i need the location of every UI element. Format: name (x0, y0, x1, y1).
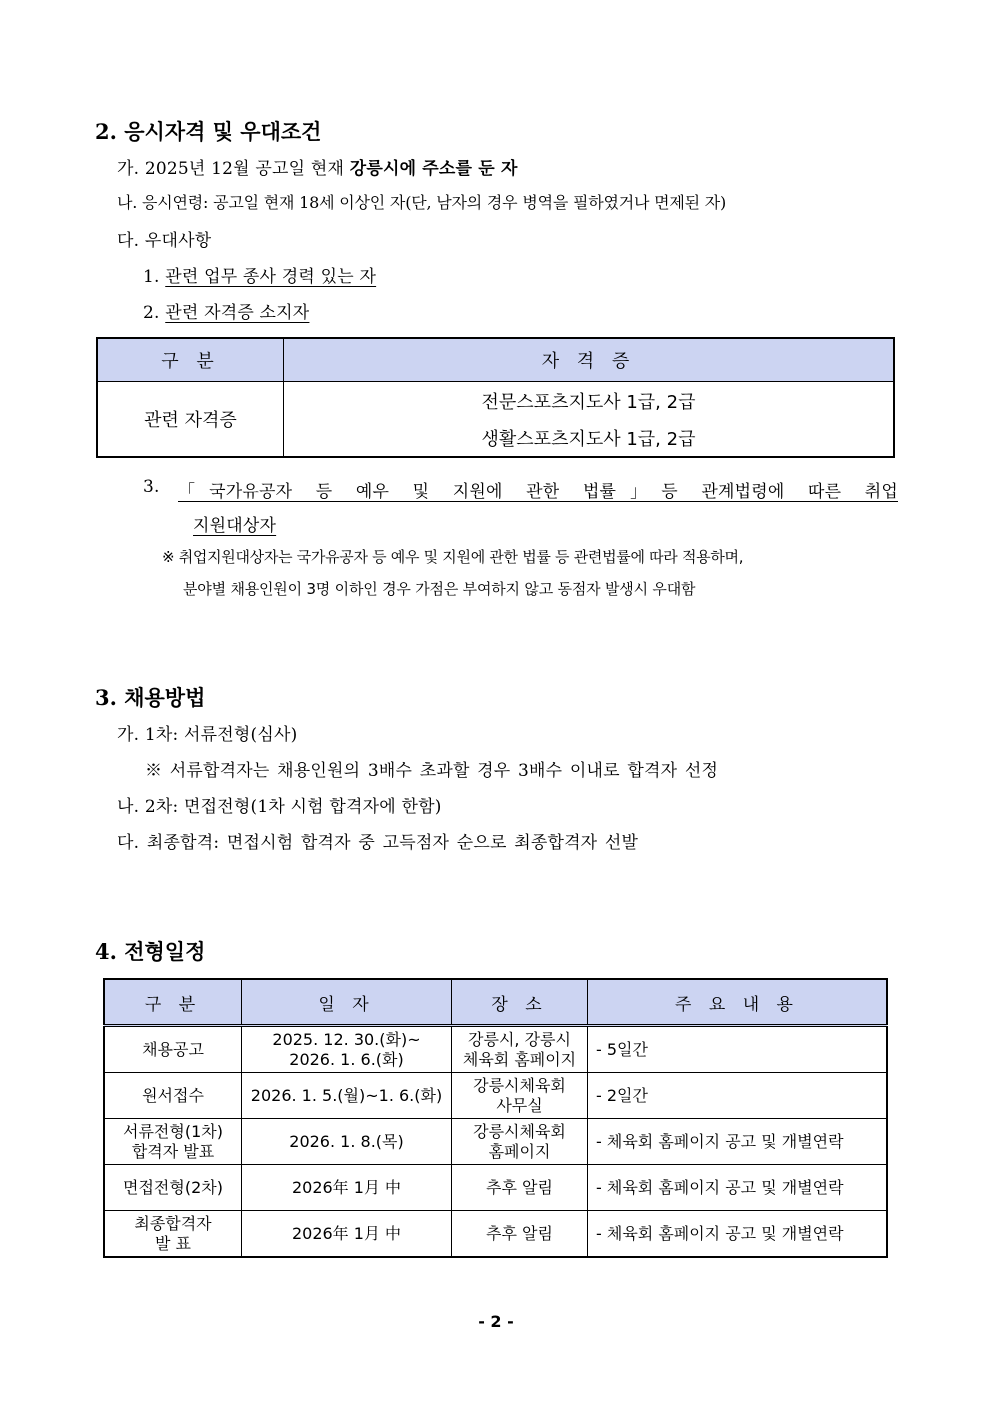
section3-item-a: 가. 1차: 서류전형(심사) (117, 725, 298, 745)
cell-date: 2025. 12. 30.(화)~ 2026. 1. 6.(화) (242, 1026, 452, 1073)
cell-date: 2026. 1. 8.(목) (242, 1119, 452, 1165)
cell-category: 서류전형(1차) 합격자 발표 (104, 1119, 242, 1165)
cell-place: 강릉시, 강릉시 체육회 홈페이지 (452, 1026, 588, 1073)
cell-date: 2026年 1月 中 (242, 1165, 452, 1211)
preference-3-line2: 지원대상자 (193, 516, 277, 536)
section4-heading: 4. 전형일정 (95, 939, 206, 964)
table-row (104, 1165, 887, 1211)
table-row (104, 1026, 887, 1073)
cell-category: 면접전형(2차) (104, 1165, 242, 1211)
section3-item-c: 다. 최종합격: 면접시험 합격자 중 고득점자 순으로 최종합격자 선발 (117, 833, 639, 853)
header-category: 구 분 (97, 338, 284, 382)
header-category: 구 분 (104, 979, 242, 1026)
cell-category: 원서접수 (104, 1073, 242, 1119)
cell-place: 추후 알림 (452, 1165, 588, 1211)
row-label: 관련 자격증 (97, 382, 284, 458)
certificate-item: 생활스포츠지도사 1급, 2급 (284, 419, 895, 457)
cell-content: - 5일간 (588, 1026, 888, 1073)
preference-3-number: 3. (143, 477, 160, 497)
cell-category: 채용공고 (104, 1026, 242, 1073)
section3-heading: 3. 채용방법 (95, 685, 206, 710)
table-header-row (104, 979, 887, 1026)
cell-content: - 체육회 홈페이지 공고 및 개별연락 (588, 1119, 888, 1165)
cell-place: 강릉시체육회 홈페이지 (452, 1119, 588, 1165)
table-row (104, 1073, 887, 1119)
cell-content: - 체육회 홈페이지 공고 및 개별연락 (588, 1165, 888, 1211)
section3-item-b: 나. 2차: 면접전형(1차 시험 합격자에 한함) (117, 797, 442, 817)
header-content: 주 요 내 용 (588, 979, 888, 1026)
page-number: - 2 - (478, 1312, 514, 1331)
header-date: 일 자 (242, 979, 452, 1026)
section3-item-a-note: ※ 서류합격자는 채용인원의 3배수 초과할 경우 3배수 이내로 합격자 선정 (145, 761, 719, 781)
section2-heading: 2. 응시자격 및 우대조건 (95, 119, 322, 144)
table-row (97, 382, 894, 420)
section2-item-b: 나. 응시연령: 공고일 현재 18세 이상인 자(단, 남자의 경우 병역을 필하였거나 면제된 자) (117, 193, 727, 212)
table-row (104, 1119, 887, 1165)
cell-date: 2026. 1. 5.(월)~1. 6.(화) (242, 1073, 452, 1119)
qualification-table (96, 337, 895, 458)
cell-content: - 2일간 (588, 1073, 888, 1119)
preference-1: 1. 관련 업무 종사 경력 있는 자 (143, 267, 377, 287)
header-place: 장 소 (452, 979, 588, 1026)
table-row (104, 1211, 887, 1258)
cell-date: 2026年 1月 中 (242, 1211, 452, 1258)
table-header-row (97, 338, 894, 382)
section2-item-c: 다. 우대사항 (117, 231, 212, 251)
section2-item-a: 가. 2025년 12월 공고일 현재 강릉시에 주소를 둔 자 (117, 159, 518, 179)
preference-2: 2. 관련 자격증 소지자 (143, 303, 310, 323)
schedule-table (103, 978, 888, 1258)
certificate-item: 전문스포츠지도사 1급, 2급 (284, 382, 895, 420)
cell-content: - 체육회 홈페이지 공고 및 개별연락 (588, 1211, 888, 1258)
section2-item-a-bold: 강릉시에 주소를 둔 자 (349, 159, 518, 179)
cell-place: 추후 알림 (452, 1211, 588, 1258)
cell-category: 최종합격자 발 표 (104, 1211, 242, 1258)
note-line1: ※ 취업지원대상자는 국가유공자 등 예우 및 지원에 관한 법률 등 관련법률에 따라 적용하며, (162, 548, 744, 566)
note-line2: 분야별 채용인원이 3명 이하인 경우 가점은 부여하지 않고 동점자 발생시 우대함 (183, 580, 696, 598)
cell-place: 강릉시체육회 사무실 (452, 1073, 588, 1119)
header-certificate: 자 격 증 (284, 338, 895, 382)
preference-3-line1: 「국가유공자 등 예우 및 지원에 관한 법률」등 관계법령에 따른 취업 (178, 482, 898, 502)
